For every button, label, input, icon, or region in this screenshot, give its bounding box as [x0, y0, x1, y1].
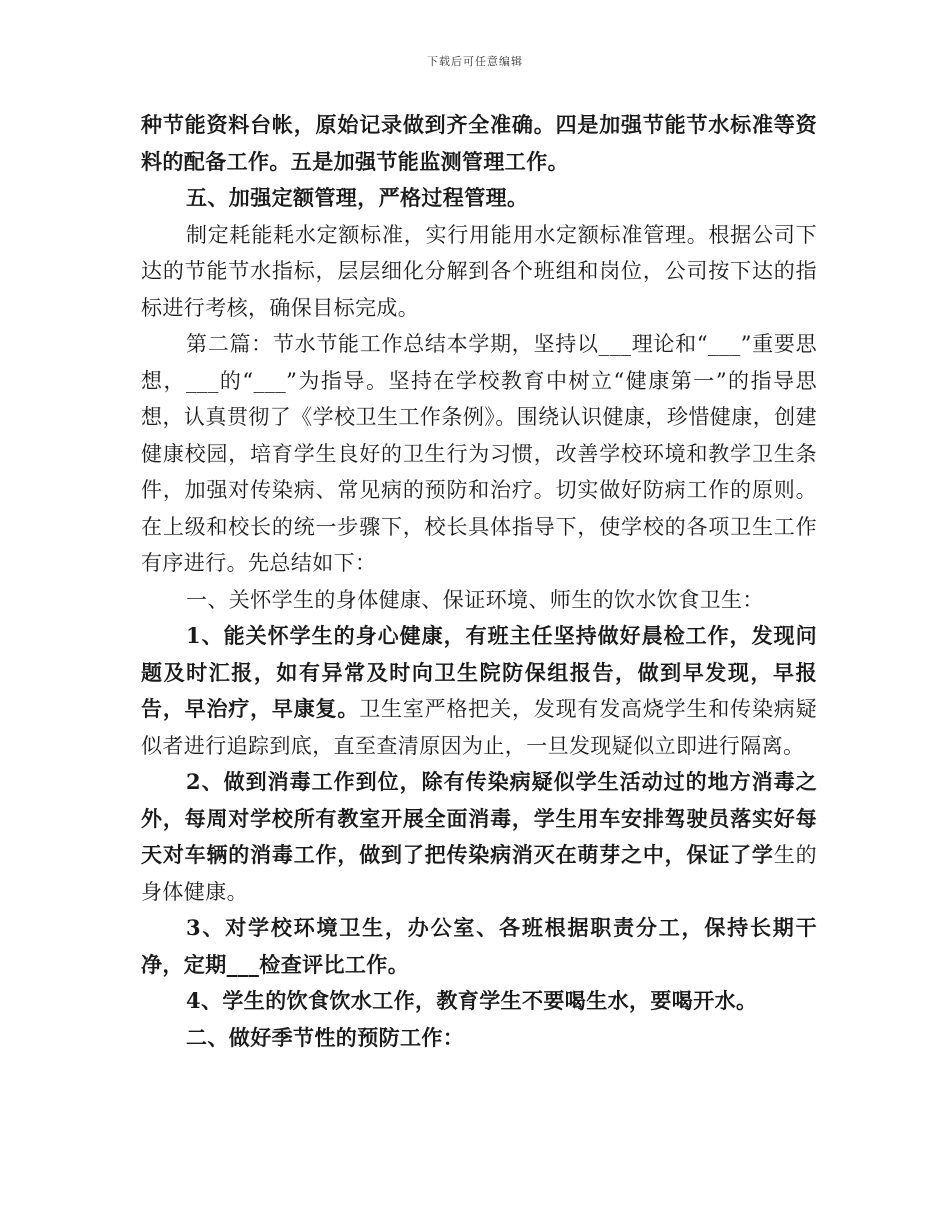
paragraph-item-4: 4、学生的饮食饮水工作，教育学生不要喝生水，要喝开水。: [186, 988, 758, 1013]
item-2-normal-text: 生的身体健康。: [141, 843, 817, 904]
paragraph-part-two-intro: 第二篇：节水节能工作总结本学期，坚持以___理论和“___”重要思想，___的“___”为指导。坚持在学校教育中树立“健康第一”的指导思想，认真贯彻了《学校卫生工作条例》。围绕认识健康，珍惜健康，创建健康校园，培育学生良好的卫生行为习惯，改善学校环境和教学卫生条件，加强对传染病、常见病的预防和治疗。切实做好防病工作的原则。在上级和校长的统一步骤下，校长具体指导下，使学校的各项卫生工作有序进行。先总结如下：: [141, 332, 817, 575]
paragraph-item-3: 3、对学校环境卫生，办公室、各班根据职责分工，保持长期干净，定期___检查评比工作。: [141, 915, 817, 977]
item-1-bold-text: 1、能关怀学生的身心健康，有班主任坚持做好晨检工作，发现问题及时汇报，如有异常及时向卫生院防保组报告，做到早发现，早报告，早治疗，早康复。: [141, 623, 817, 721]
paragraph-1: 种节能资料台帐，原始记录做到齐全准确。四是加强节能节水标准等资料的配备工作。五是加强节能监测管理工作。: [141, 112, 817, 174]
item-2-bold-text: 2、做到消毒工作到位，除有传染病疑似学生活动过的地方消毒之外，每周对学校所有教室开展全面消毒，学生用车安排驾驶员落实好每天对车辆的消毒工作，做到了把传染病消灭在萌芽之中，保证了学: [141, 769, 817, 867]
paragraph-item-2: [141, 764, 817, 910]
paragraph-quota: 制定耗能耗水定额标准，实行用能用水定额标准管理。根据公司下达的节能节水指标，层层细化分解到各个班组和岗位，公司按下达的指标进行考核，确保目标完成。: [141, 222, 817, 320]
item-1-normal-text: 卫生室严格把关，发现有发高烧学生和传染病疑似者进行追踪到底，直至查清原因为止，一旦发现疑似立即进行隔离。: [141, 697, 817, 758]
section-heading-5: 五、加强定额管理，严格过程管理。: [186, 185, 529, 210]
paragraph-item-1: [141, 618, 817, 764]
document-body: [141, 107, 817, 1056]
page-header: 下载后可任意编辑: [427, 55, 523, 68]
section-heading-2: 二、做好季节性的预防工作：: [186, 1024, 465, 1050]
section-heading-1: 一、关怀学生的身体健康、保证环境、师生的饮水饮食卫生：: [186, 587, 764, 612]
